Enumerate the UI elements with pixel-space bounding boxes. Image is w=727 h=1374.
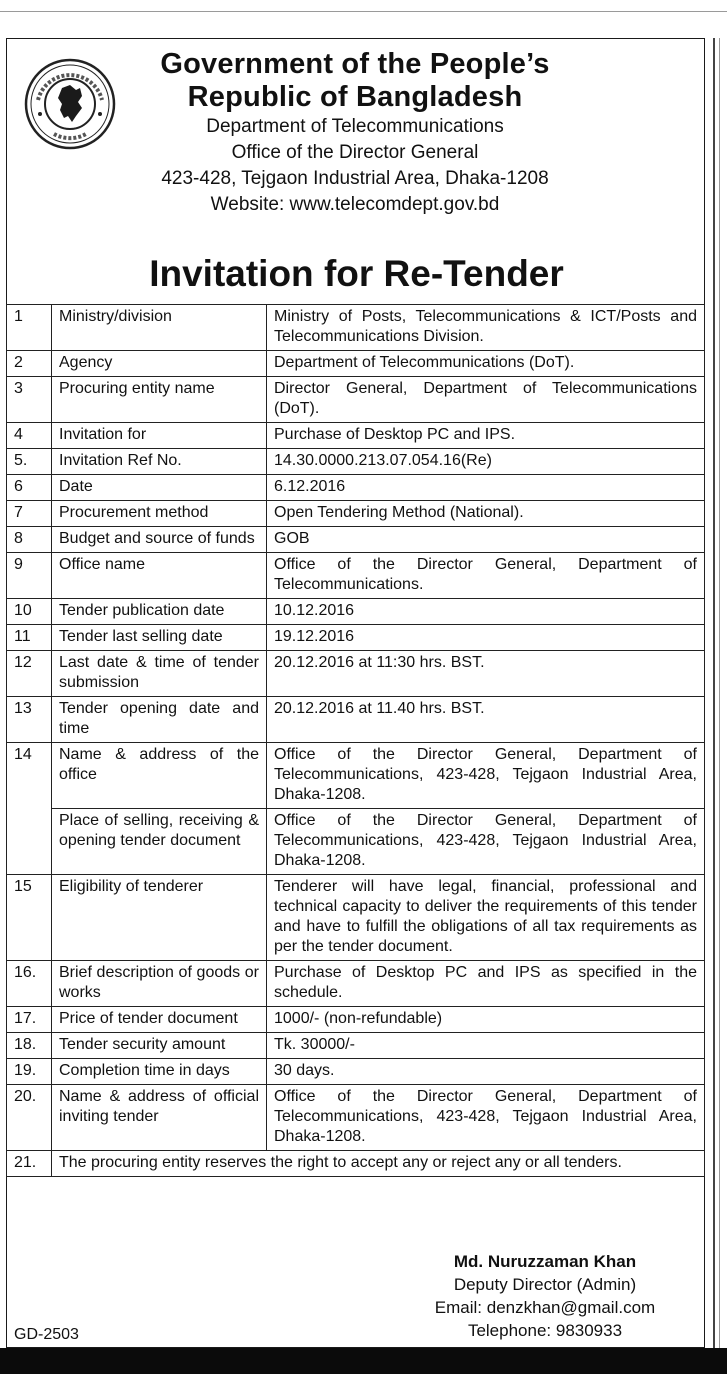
row-value: Ministry of Posts, Telecommunications & ICT/Posts and Telecommunications Division. bbox=[267, 305, 705, 351]
table-row bbox=[7, 423, 705, 449]
row-value: Purchase of Desktop PC and IPS as specified in the schedule. bbox=[267, 961, 705, 1007]
row-number: 7 bbox=[7, 501, 52, 527]
row-value: 14.30.0000.213.07.054.16(Re) bbox=[267, 449, 705, 475]
row-number: 21. bbox=[7, 1151, 52, 1177]
government-name-line1: Government of the People’s bbox=[160, 48, 550, 80]
row-value: Office of the Director General, Department of Telecommunications, 423-428, Tejgaon Industrial Area, Dhaka-1208. bbox=[267, 743, 705, 809]
table-row bbox=[7, 527, 705, 553]
right-border-rule bbox=[713, 38, 715, 1348]
row-label: Office name bbox=[52, 553, 267, 599]
row-label: Invitation for bbox=[52, 423, 267, 449]
department-name: Department of Telecommunications bbox=[206, 116, 504, 137]
row-number: 4 bbox=[7, 423, 52, 449]
table-row bbox=[7, 553, 705, 599]
row-number: 16. bbox=[7, 961, 52, 1007]
table-row bbox=[7, 1033, 705, 1059]
row-label: Completion time in days bbox=[52, 1059, 267, 1085]
row-value: 19.12.2016 bbox=[267, 625, 705, 651]
row-number: 14 bbox=[7, 743, 52, 809]
table-row bbox=[7, 501, 705, 527]
right-border-rule-thin bbox=[719, 38, 720, 1348]
government-name-line2: Republic of Bangladesh bbox=[187, 81, 523, 113]
table-row bbox=[7, 475, 705, 501]
gd-code: GD-2503 bbox=[14, 1326, 79, 1343]
row-value: 30 days. bbox=[267, 1059, 705, 1085]
table-row bbox=[7, 651, 705, 697]
final-row-text: The procuring entity reserves the right to accept any or reject any or all tenders. bbox=[52, 1151, 705, 1177]
row-number: 17. bbox=[7, 1007, 52, 1033]
table-row bbox=[7, 875, 705, 961]
row-number: 2 bbox=[7, 351, 52, 377]
row-value: 10.12.2016 bbox=[267, 599, 705, 625]
table-row bbox=[7, 305, 705, 351]
table-row bbox=[7, 1059, 705, 1085]
signatory-designation: Deputy Director (Admin) bbox=[453, 1275, 637, 1294]
page-top-edge bbox=[0, 0, 727, 12]
table-row bbox=[7, 377, 705, 423]
row-number: 9 bbox=[7, 553, 52, 599]
row-number: 12 bbox=[7, 651, 52, 697]
table-row bbox=[7, 599, 705, 625]
website-line[interactable]: Website: www.telecomdept.gov.bd bbox=[210, 194, 500, 215]
signatory-telephone: Telephone: 9830933 bbox=[467, 1321, 623, 1340]
table-row bbox=[7, 449, 705, 475]
row-value: Director General, Department of Telecommunications (DoT). bbox=[267, 377, 705, 423]
row-number: 13 bbox=[7, 697, 52, 743]
row-label: Price of tender document bbox=[52, 1007, 267, 1033]
row-label: Place of selling, receiving & opening tender document bbox=[52, 809, 267, 875]
row-value: Department of Telecommunications (DoT). bbox=[267, 351, 705, 377]
row-label: Budget and source of funds bbox=[52, 527, 267, 553]
row-label: Ministry/division bbox=[52, 305, 267, 351]
government-seal-icon bbox=[24, 58, 116, 150]
row-value: Purchase of Desktop PC and IPS. bbox=[267, 423, 705, 449]
table-row bbox=[7, 625, 705, 651]
row-label: Tender opening date and time bbox=[52, 697, 267, 743]
table-row bbox=[7, 1007, 705, 1033]
row-value: GOB bbox=[267, 527, 705, 553]
row-label: Name & address of official inviting tender bbox=[52, 1085, 267, 1151]
row-value: Office of the Director General, Department of Telecommunications. bbox=[267, 553, 705, 599]
tender-details-table bbox=[6, 304, 705, 1177]
row-value: Office of the Director General, Department of Telecommunications, 423-428, Tejgaon Industrial Area, Dhaka-1208. bbox=[267, 1085, 705, 1151]
row-label: Invitation Ref No. bbox=[52, 449, 267, 475]
row-number: 3 bbox=[7, 377, 52, 423]
row-number: 11 bbox=[7, 625, 52, 651]
row-number: 5. bbox=[7, 449, 52, 475]
table-row bbox=[7, 697, 705, 743]
table-row bbox=[7, 961, 705, 1007]
table-row bbox=[7, 743, 705, 809]
row-label: Name & address of the office bbox=[52, 743, 267, 809]
notice-header bbox=[120, 48, 590, 218]
row-label: Procurement method bbox=[52, 501, 267, 527]
table-row-final bbox=[7, 1151, 705, 1177]
row-label: Tender publication date bbox=[52, 599, 267, 625]
table-row bbox=[7, 1085, 705, 1151]
row-label: Date bbox=[52, 475, 267, 501]
row-number: 10 bbox=[7, 599, 52, 625]
row-label: Eligibility of tenderer bbox=[52, 875, 267, 961]
row-label: Last date & time of tender submission bbox=[52, 651, 267, 697]
row-label: Procuring entity name bbox=[52, 377, 267, 423]
row-number: 15 bbox=[7, 875, 52, 961]
row-label: Agency bbox=[52, 351, 267, 377]
row-value: 20.12.2016 at 11.40 hrs. BST. bbox=[267, 697, 705, 743]
signatory-name: Md. Nuruzzaman Khan bbox=[453, 1252, 637, 1271]
office-address: 423-428, Tejgaon Industrial Area, Dhaka-1208 bbox=[161, 168, 549, 189]
office-name: Office of the Director General bbox=[231, 142, 479, 163]
row-number: 6 bbox=[7, 475, 52, 501]
signature-block bbox=[420, 1250, 670, 1342]
row-value: Office of the Director General, Department of Telecommunications, 423-428, Tejgaon Industrial Area, Dhaka-1208. bbox=[267, 809, 705, 875]
row-value: 1000/- (non-refundable) bbox=[267, 1007, 705, 1033]
table-row bbox=[7, 351, 705, 377]
row-label: Tender last selling date bbox=[52, 625, 267, 651]
row-number bbox=[7, 809, 52, 875]
row-label: Tender security amount bbox=[52, 1033, 267, 1059]
row-value: Tenderer will have legal, financial, professional and technical capacity to deliver the requirements of this tender and have to fulfill the obligations of all tax requirements as per the tender document. bbox=[267, 875, 705, 961]
row-value: Open Tendering Method (National). bbox=[267, 501, 705, 527]
notice-title: Invitation for Re-Tender bbox=[149, 253, 564, 294]
row-number: 19. bbox=[7, 1059, 52, 1085]
row-number: 20. bbox=[7, 1085, 52, 1151]
row-value: Tk. 30000/- bbox=[267, 1033, 705, 1059]
row-number: 18. bbox=[7, 1033, 52, 1059]
signatory-email[interactable]: Email: denzkhan@gmail.com bbox=[434, 1298, 656, 1317]
row-number: 8 bbox=[7, 527, 52, 553]
row-number: 1 bbox=[7, 305, 52, 351]
row-label: Brief description of goods or works bbox=[52, 961, 267, 1007]
table-row bbox=[7, 809, 705, 875]
row-value: 20.12.2016 at 11:30 hrs. BST. bbox=[267, 651, 705, 697]
row-value: 6.12.2016 bbox=[267, 475, 705, 501]
bottom-edge-bar bbox=[0, 1348, 727, 1374]
